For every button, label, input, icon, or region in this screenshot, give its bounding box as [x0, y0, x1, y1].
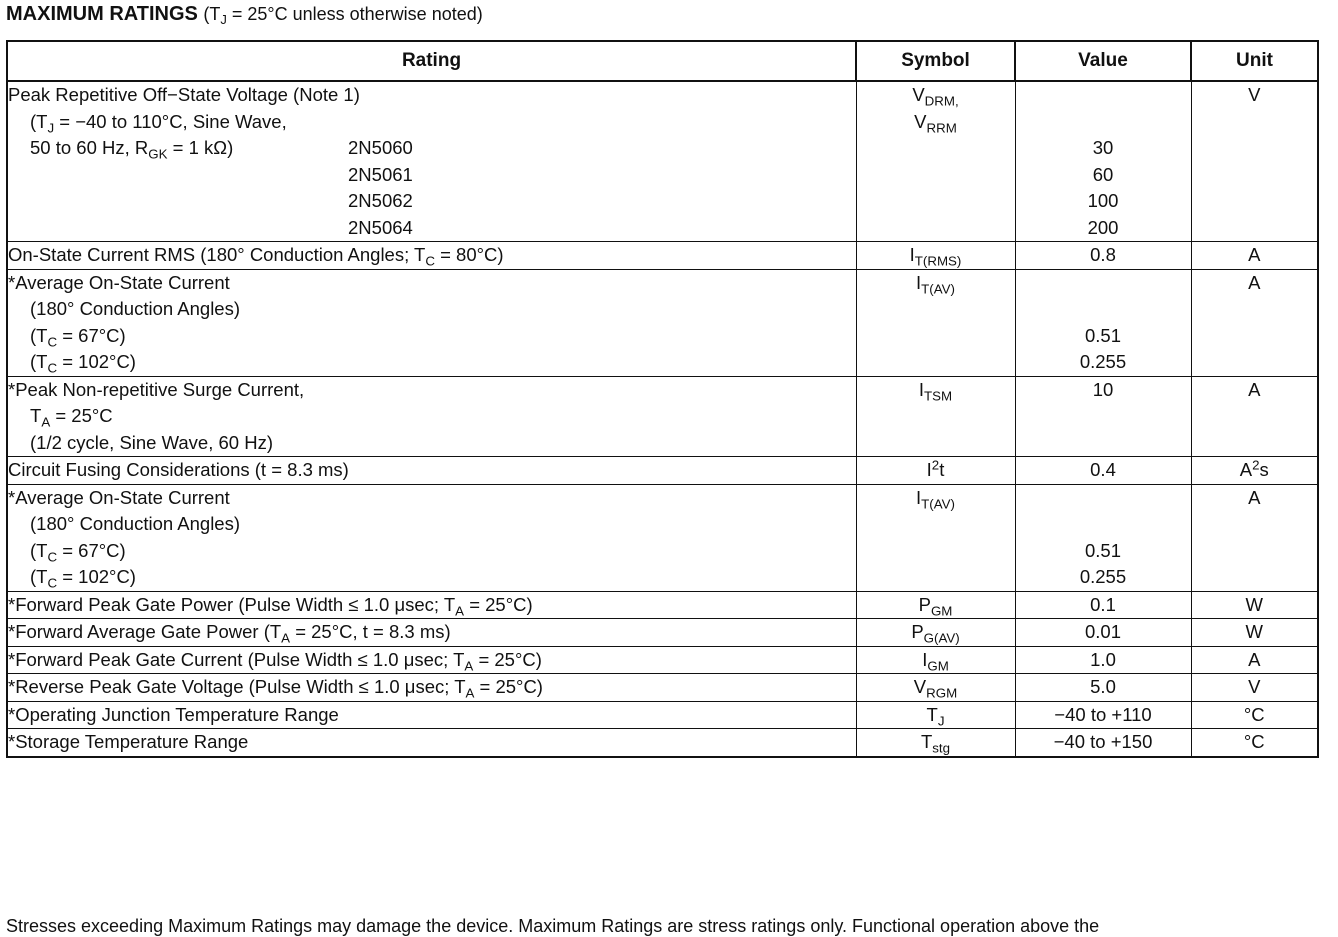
value-cell: 0.4	[1015, 457, 1191, 485]
unit-cell: °C	[1191, 729, 1318, 757]
section-heading	[6, 3, 483, 26]
value-cell: −40 to +110	[1015, 701, 1191, 729]
header-rating: Rating	[7, 41, 856, 81]
rating-cell: Circuit Fusing Considerations (t = 8.3 ms)	[7, 457, 856, 485]
value-cell: 1.0	[1015, 646, 1191, 674]
value-cell: 0.1	[1015, 591, 1191, 619]
unit-cell: A	[1191, 242, 1318, 270]
unit-cell: W	[1191, 619, 1318, 647]
value-cell: 0.51 0.255	[1015, 269, 1191, 376]
heading-condition: ($T_J = 25^\circ C$ unless otherwise noted)	[203, 4, 483, 28]
rating-cell: *Forward Peak Gate Power (Pulse Width ≤ 1.0 μsec; $T_A = 25^\circ C$)	[7, 591, 856, 619]
table-row	[7, 619, 1318, 647]
symbol-cell: $V_{RGM}$	[856, 674, 1015, 702]
unit-cell: V	[1191, 674, 1318, 702]
symbol-cell: $T_{stg}$	[856, 729, 1015, 757]
table-row	[7, 591, 1318, 619]
unit-cell: A	[1191, 646, 1318, 674]
rating-cell: Peak Repetitive Off−State Voltage (Note 1) ($T_J = -40$ to 110°C, Sine Wave, 50 to 60 Hz, $R_{GK} = 1$ kΩ) 2N5060 2N5061 2N5062 2N5064	[7, 81, 856, 242]
symbol-cell: $T_J$	[856, 701, 1015, 729]
rating-cell: *Forward Peak Gate Current (Pulse Width ≤ 1.0 μsec; $T_A = 25^\circ C$)	[7, 646, 856, 674]
table-row	[7, 457, 1318, 485]
header-symbol: Symbol	[856, 41, 1015, 81]
maximum-ratings-table	[6, 40, 1319, 758]
value-cell: 0.51 0.255	[1015, 484, 1191, 591]
value-cell: 5.0	[1015, 674, 1191, 702]
unit-cell: W	[1191, 591, 1318, 619]
rating-cell: *Average On-State Current (180° Conduction Angles) $(T_C = 67^\circ C)$ $(T_C = 102^\circ C)$	[7, 269, 856, 376]
rating-cell: On-State Current RMS (180° Conduction Angles; $T_C = 80^\circ C$)	[7, 242, 856, 270]
table-row	[7, 269, 1318, 376]
heading-title: MAXIMUM RATINGS	[6, 3, 198, 25]
footnote-text: Stresses exceeding Maximum Ratings may damage the device. Maximum Ratings are stress ratings only. Functional operation above the	[6, 916, 1100, 936]
part-number: 2N5062	[348, 190, 413, 211]
symbol-cell: $I_{T(RMS)}$	[856, 242, 1015, 270]
unit-cell: A	[1191, 484, 1318, 591]
part-number: 2N5060	[348, 137, 413, 158]
rating-cell: *Average On-State Current (180° Conduction Angles) $(T_C = 67^\circ C)$ $(T_C = 102^\circ C)$	[7, 484, 856, 591]
header-unit: Unit	[1191, 41, 1318, 81]
value-cell: 30 60 100 200	[1015, 81, 1191, 242]
unit-cell: V	[1191, 81, 1318, 242]
table-row	[7, 81, 1318, 242]
rating-cell: *Storage Temperature Range	[7, 729, 856, 757]
rating-cell: *Forward Average Gate Power ($T_A = 25^\circ C$, t = 8.3 ms)	[7, 619, 856, 647]
symbol-cell: $I_{TSM}$	[856, 376, 1015, 457]
part-number: 2N5064	[348, 216, 413, 238]
table-row	[7, 484, 1318, 591]
rating-cell: *Reverse Peak Gate Voltage (Pulse Width ≤ 1.0 μsec; $T_A = 25^\circ C$)	[7, 674, 856, 702]
part-number: 2N5061	[348, 163, 413, 185]
symbol-cell: $I_{GM}$	[856, 646, 1015, 674]
unit-cell: $A^2s$	[1191, 457, 1318, 485]
value-cell: 10	[1015, 376, 1191, 457]
rating-cell: *Peak Non-repetitive Surge Current, $T_A = 25^\circ C$ (1/2 cycle, Sine Wave, 60 Hz)	[7, 376, 856, 457]
value-cell: −40 to +150	[1015, 729, 1191, 757]
value-cell: 0.01	[1015, 619, 1191, 647]
symbol-cell: $I_{T(AV)}$	[856, 269, 1015, 376]
rating-cell: *Operating Junction Temperature Range	[7, 701, 856, 729]
table-row	[7, 674, 1318, 702]
table-row	[7, 729, 1318, 757]
symbol-cell: $I_{T(AV)}$	[856, 484, 1015, 591]
table-row	[7, 242, 1318, 270]
header-value: Value	[1015, 41, 1191, 81]
unit-cell: A	[1191, 376, 1318, 457]
unit-cell: °C	[1191, 701, 1318, 729]
symbol-cell: $P_{G(AV)}$	[856, 619, 1015, 647]
value-cell: 0.8	[1015, 242, 1191, 270]
symbol-cell: $I^2t$	[856, 457, 1015, 485]
table-row	[7, 376, 1318, 457]
table-header-row	[7, 41, 1318, 81]
table-row	[7, 701, 1318, 729]
symbol-cell: $P_{GM}$	[856, 591, 1015, 619]
symbol-cell: $V_{DRM,}$ $V_{RRM}$	[856, 81, 1015, 242]
unit-cell: A	[1191, 269, 1318, 376]
table-row	[7, 646, 1318, 674]
